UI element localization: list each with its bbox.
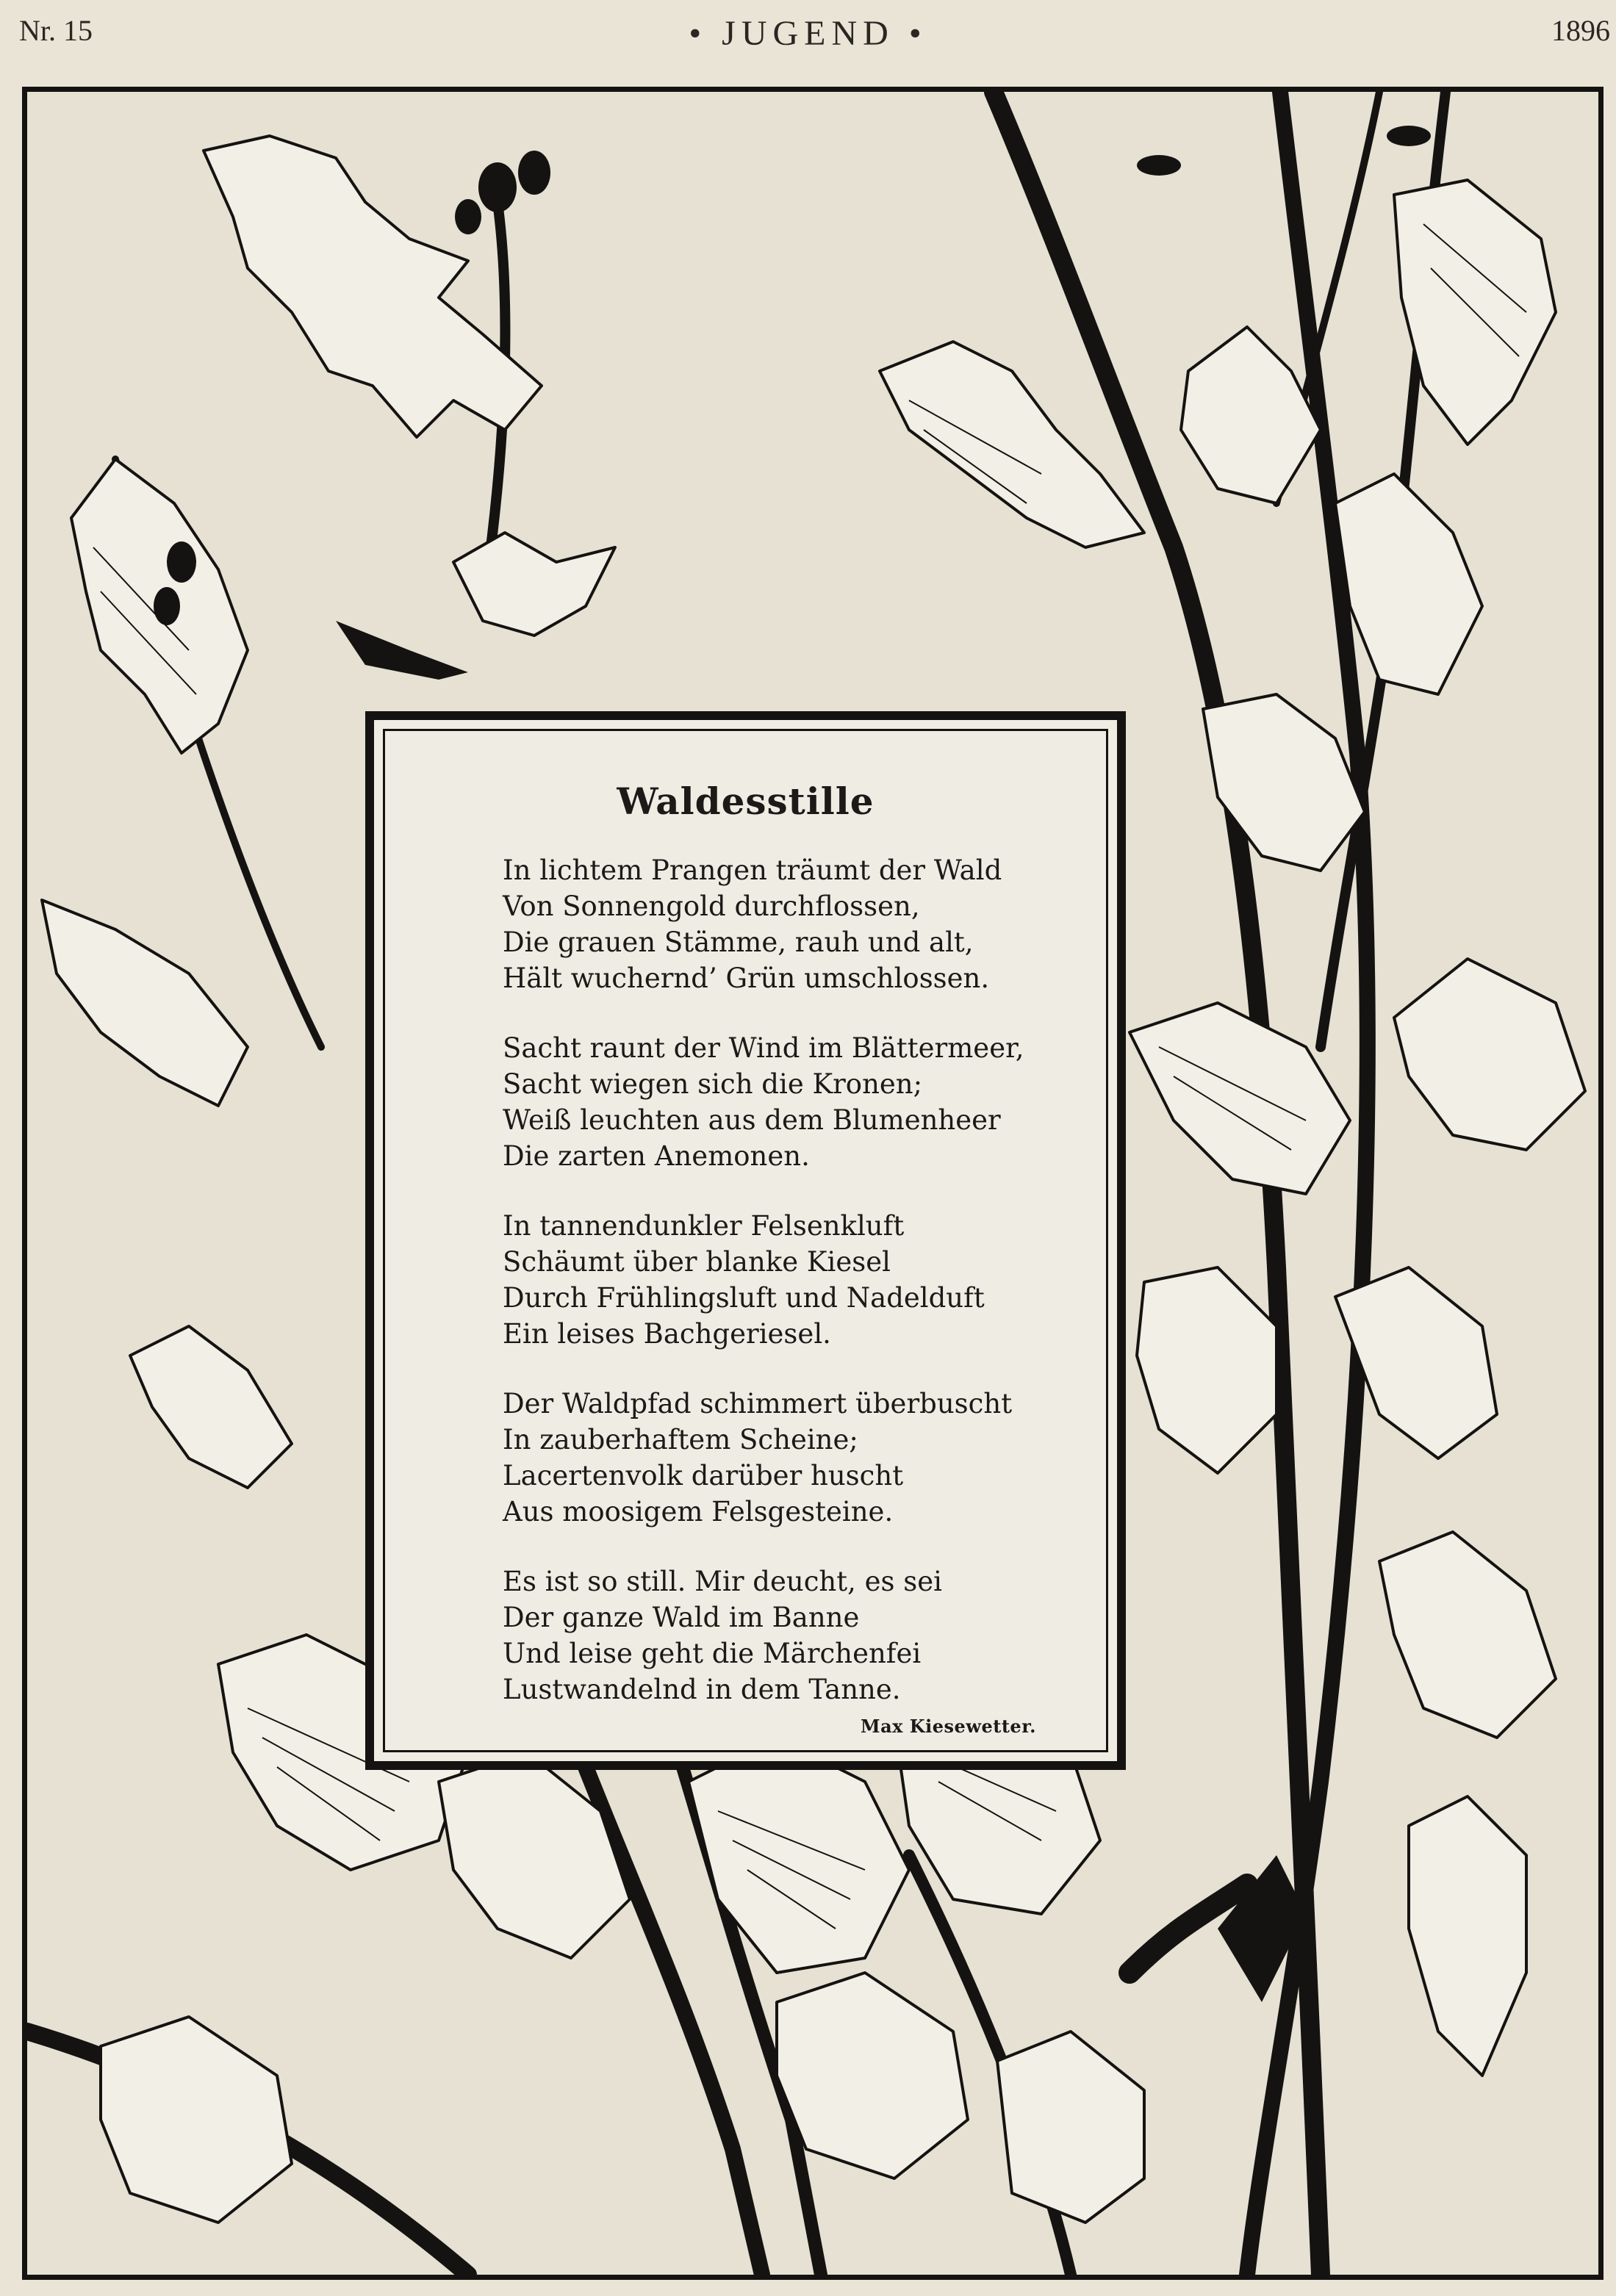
poem-line: Sacht wiegen sich die Kronen; <box>503 1068 923 1100</box>
poem-line: Hält wuchernd’ Grün umschlossen. <box>503 962 990 994</box>
poem-line: Der Waldpfad schimmert überbuscht <box>503 1388 1013 1419</box>
poem-line: In lichtem Prangen träumt der Wald <box>503 854 1002 886</box>
poem-line: In zauberhaftem Scheine; <box>503 1424 858 1455</box>
illustration-frame <box>22 87 1604 2280</box>
poem-line: Weiß leuchten aus dem Blumenheer <box>503 1104 1001 1136</box>
stanza <box>503 852 1061 996</box>
poem-title: Waldesstille <box>617 780 875 823</box>
poem-author: Max Kiesewetter. <box>861 1716 1036 1737</box>
poem-line: Aus moosigem Felsgesteine. <box>503 1496 894 1527</box>
poem-line: Schäumt über blanke Kiesel <box>503 1246 891 1278</box>
stanza <box>503 1386 1061 1530</box>
poem-line: Der ganze Wald im Banne <box>503 1602 860 1633</box>
poem-line: Die zarten Anemonen. <box>503 1140 810 1172</box>
poem-line: Es ist so still. Mir deucht, es sei <box>503 1566 942 1597</box>
magazine-title: • JUGEND • <box>689 14 927 53</box>
stanza <box>503 1208 1061 1352</box>
poem-line: Und leise geht die Märchenfei <box>503 1638 922 1669</box>
poem-body <box>503 852 1061 1741</box>
poem-line: Durch Frühlingsluft und Nadelduft <box>503 1282 985 1314</box>
year: 1896 <box>1551 14 1610 47</box>
stanza <box>503 1563 1061 1707</box>
poem-line: Ein leises Bachgeriesel. <box>503 1318 831 1350</box>
poem-line: Lustwandelnd in dem Tanne. <box>503 1674 901 1705</box>
stanza <box>503 1030 1061 1174</box>
poem-line: Sacht raunt der Wind im Blättermeer, <box>503 1032 1024 1064</box>
poem-line: Von Sonnengold durchflossen, <box>503 890 920 922</box>
poem-inner-rule <box>383 729 1108 1752</box>
poem-line: Die grauen Stämme, rauh und alt, <box>503 926 974 958</box>
poem-line: Lacertenvolk darüber huscht <box>503 1460 904 1491</box>
poem-line: In tannendunkler Felsenkluft <box>503 1210 905 1242</box>
poem-panel <box>365 711 1126 1770</box>
issue-number: Nr. 15 <box>19 14 93 47</box>
